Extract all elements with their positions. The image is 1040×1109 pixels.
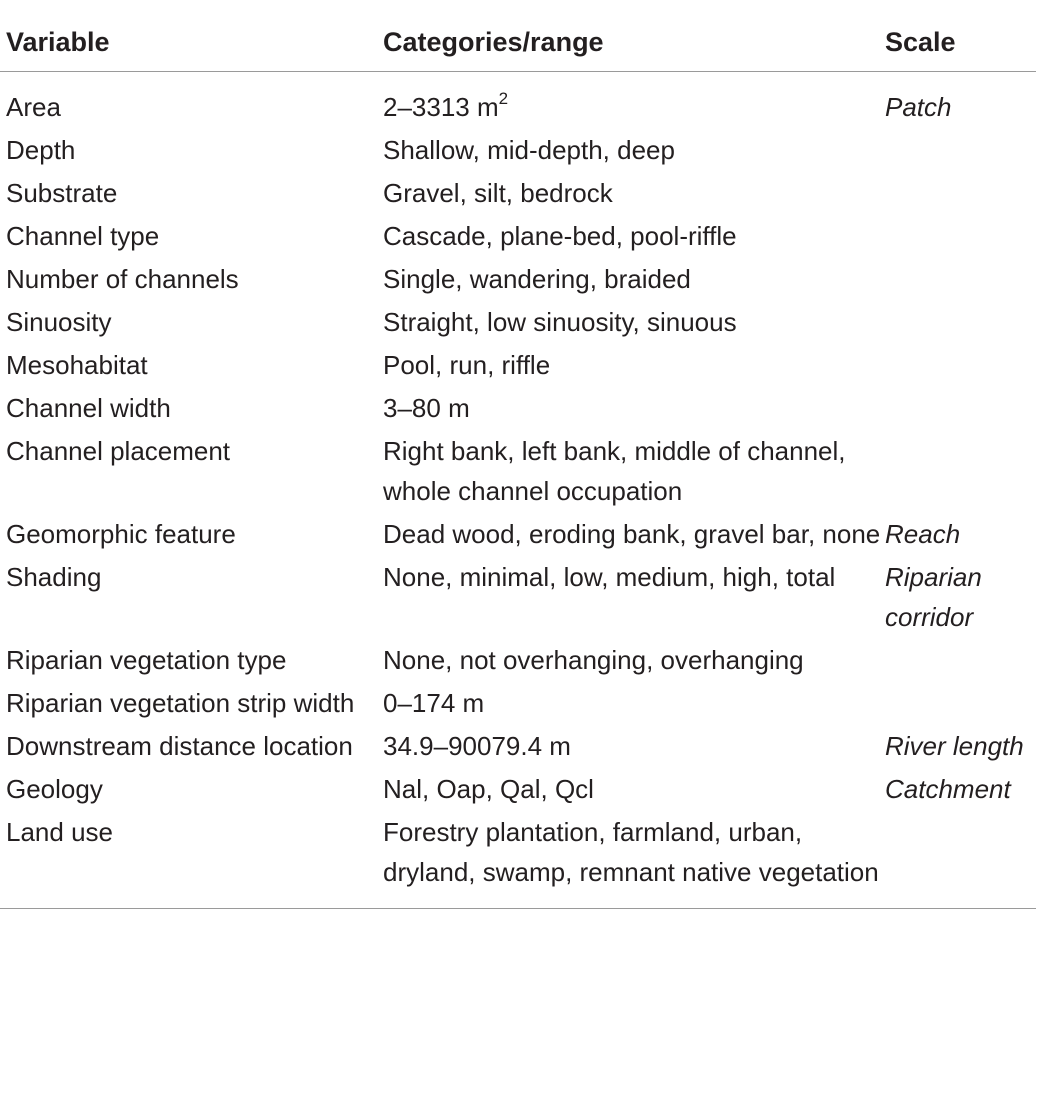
cell-variable: Riparian vegetation type: [6, 645, 287, 675]
cell-categories: 0–174 m: [383, 688, 485, 718]
cell-variable: Channel type: [6, 221, 160, 251]
table-row: [0, 388, 1036, 431]
table-row: [0, 683, 1036, 726]
cell-categories: 3–80 m: [383, 393, 470, 423]
table-row: [0, 173, 1036, 216]
cell-categories-text: 2–3313 m: [383, 92, 499, 122]
table-row: [0, 769, 1036, 812]
cell-scale: [884, 216, 1036, 259]
cell-scale: Patch: [885, 92, 952, 122]
table-row: [0, 514, 1036, 557]
cell-variable: Substrate: [6, 178, 118, 208]
cell-scale: Catchment: [885, 774, 1011, 804]
table-row: [0, 259, 1036, 302]
cell-variable: Sinuosity: [6, 307, 112, 337]
cell-categories: [383, 72, 884, 131]
table-row: [0, 431, 1036, 514]
table-body: [0, 72, 1036, 909]
cell-categories: None, minimal, low, medium, high, total: [383, 562, 836, 592]
cell-variable: Channel width: [6, 393, 171, 423]
cell-categories: None, not overhanging, overhanging: [383, 645, 804, 675]
header-categories: Categories/range: [383, 22, 884, 72]
cell-categories: Pool, run, riffle: [383, 350, 551, 380]
variables-table: [0, 22, 1036, 909]
cell-categories: 34.9–90079.4 m: [383, 731, 571, 761]
superscript: 2: [498, 89, 509, 109]
table-row: [0, 345, 1036, 388]
cell-scale: [884, 640, 1036, 683]
table-row: [0, 302, 1036, 345]
cell-variable: Number of channels: [6, 264, 239, 294]
table-row: [0, 812, 1036, 909]
header-variable: Variable: [0, 22, 383, 72]
cell-scale: [884, 130, 1036, 173]
cell-scale: [884, 683, 1036, 726]
variables-table-container: [0, 22, 1036, 909]
cell-scale: [884, 259, 1036, 302]
cell-variable: Depth: [6, 135, 76, 165]
cell-variable: Geology: [6, 774, 103, 804]
cell-variable: Downstream distance location: [6, 731, 353, 761]
table-row: [0, 130, 1036, 173]
cell-scale: River length: [885, 731, 1024, 761]
table-row: [0, 726, 1036, 769]
cell-scale: [884, 388, 1036, 431]
cell-categories: Straight, low sinuosity, sinuous: [383, 307, 737, 337]
cell-variable: Land use: [6, 817, 113, 847]
table-row: [0, 72, 1036, 131]
cell-scale: Riparian corridor: [885, 562, 982, 632]
cell-scale: [884, 345, 1036, 388]
cell-variable: Geomorphic feature: [6, 519, 236, 549]
cell-variable: Shading: [6, 562, 102, 592]
table-row: [0, 216, 1036, 259]
cell-categories: Dead wood, eroding bank, gravel bar, none: [383, 519, 881, 549]
cell-categories: Right bank, left bank, middle of channel, whole channel occupation: [383, 436, 846, 506]
cell-categories: Nal, Oap, Qal, Qcl: [383, 774, 594, 804]
cell-categories: Forestry plantation, farmland, urban, dryland, swamp, remnant native vegetation: [383, 817, 879, 887]
cell-scale: [884, 431, 1036, 514]
cell-scale: [884, 302, 1036, 345]
cell-variable: Area: [6, 92, 61, 122]
cell-variable: Channel placement: [6, 436, 231, 466]
cell-categories: Single, wandering, braided: [383, 264, 691, 294]
cell-variable: Mesohabitat: [6, 350, 148, 380]
table-row: [0, 557, 1036, 640]
cell-categories: Cascade, plane-bed, pool-riffle: [383, 221, 737, 251]
table-header-row: [0, 22, 1036, 72]
table-row: [0, 640, 1036, 683]
cell-scale: Reach: [885, 519, 961, 549]
header-scale: Scale: [884, 22, 1036, 72]
cell-categories: Shallow, mid-depth, deep: [383, 135, 675, 165]
cell-scale: [884, 812, 1036, 909]
cell-categories: Gravel, silt, bedrock: [383, 178, 613, 208]
cell-scale: [884, 173, 1036, 216]
cell-variable: Riparian vegetation strip width: [6, 688, 355, 718]
